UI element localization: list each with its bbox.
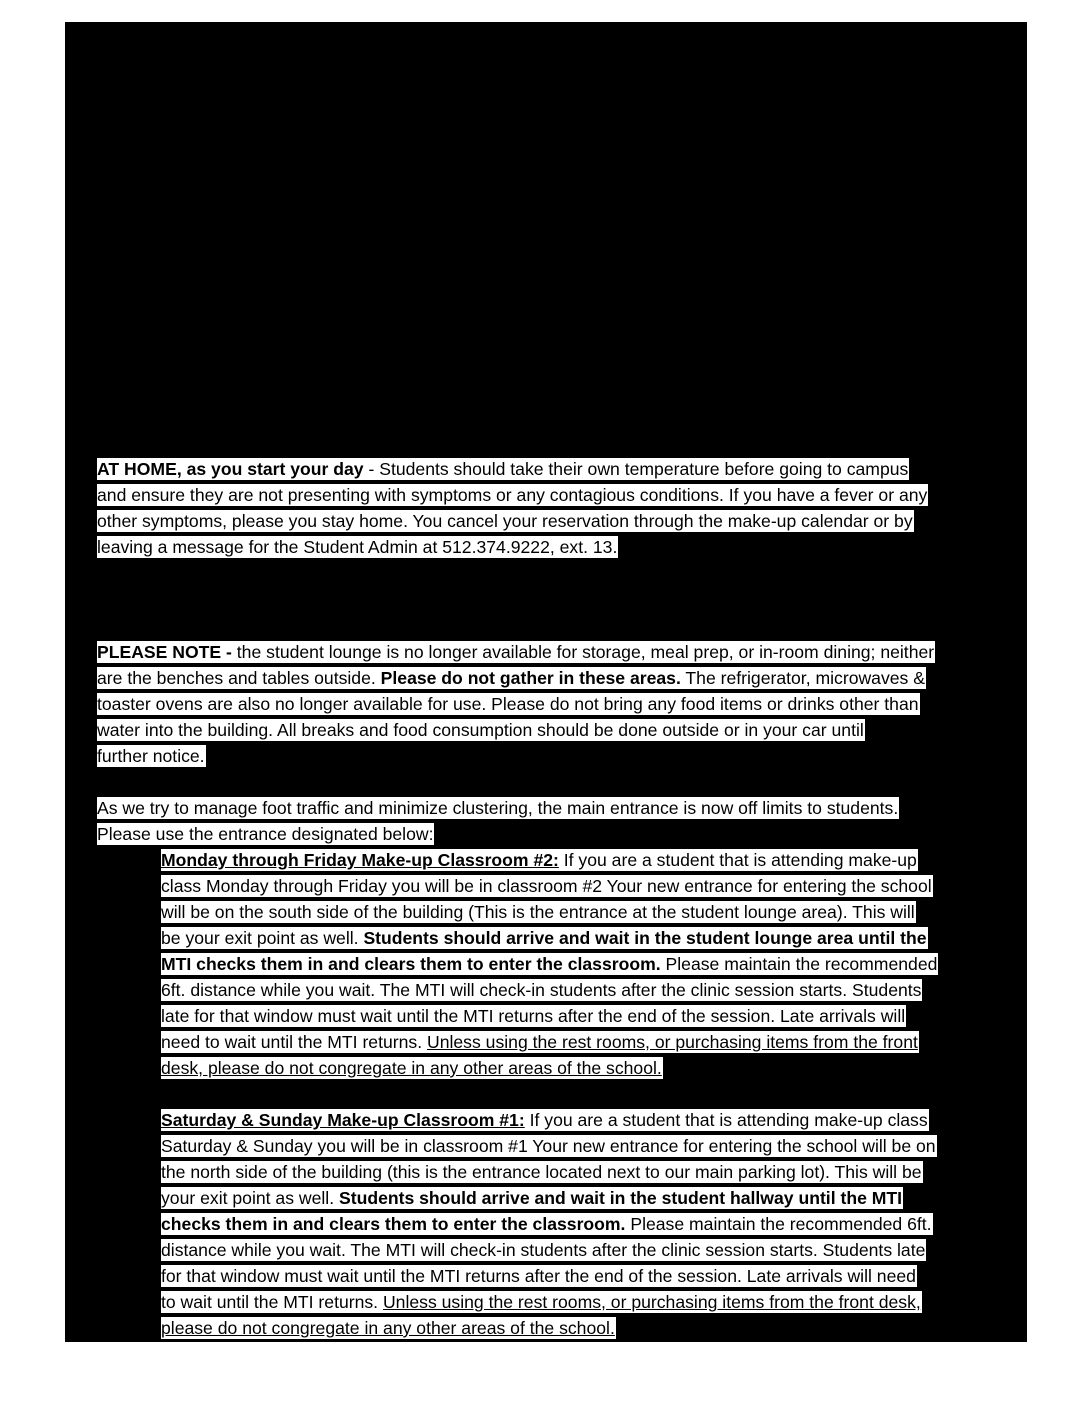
note-text: The refrigerator, microwaves & xyxy=(680,668,925,688)
weekday-text: need to wait until the MTI returns. xyxy=(161,1032,427,1052)
weekend-text: to wait until the MTI returns. xyxy=(161,1292,383,1312)
entrance-line-2: Please use the entrance designated below: xyxy=(97,824,434,844)
note-line-2 xyxy=(97,667,926,689)
weekday-line-9 xyxy=(161,1057,663,1079)
weekday-line-3: will be on the south side of the building (This is the entrance at the student lounge area). This will xyxy=(161,902,915,922)
note-line-4: water into the building. All breaks and food consumption should be done outside or in your car until xyxy=(97,720,864,740)
weekend-bold: checks them in and clears them to enter the classroom. xyxy=(161,1214,626,1234)
weekday-heading: Monday through Friday Make-up Classroom #2: xyxy=(161,850,559,870)
weekend-line-3: the north side of the building (this is the entrance located next to our main parking lot). This will be xyxy=(161,1162,922,1182)
weekend-line-5 xyxy=(161,1213,933,1235)
at-home-text: - Students should take their own temperature before going to campus xyxy=(363,459,909,479)
weekday-line-7: late for that window must wait until the MTI returns after the end of the session. Late arrivals will xyxy=(161,1006,906,1026)
weekday-underline: Unless using the rest rooms, or purchasing items from the front xyxy=(427,1032,918,1052)
weekday-line-6: 6ft. distance while you wait. The MTI will check-in students after the clinic session starts. Students xyxy=(161,980,922,1000)
weekday-bold: MTI checks them in and clears them to enter the classroom. xyxy=(161,954,661,974)
weekend-line-9 xyxy=(161,1317,616,1339)
weekday-text: Please maintain the recommended xyxy=(660,954,938,974)
weekday-bold: Students should arrive and wait in the student lounge area until the xyxy=(363,928,927,948)
weekend-text: If you are a student that is attending make-up class xyxy=(524,1110,928,1130)
weekend-line-2: Saturday & Sunday you will be in classroom #1 Your new entrance for entering the school will be on xyxy=(161,1136,936,1156)
weekend-underline: please do not congregate in any other areas of the school. xyxy=(161,1318,615,1338)
at-home-line-4: leaving a message for the Student Admin at 512.374.9222, ext. 13. xyxy=(97,537,618,557)
weekend-line-1 xyxy=(161,1109,929,1131)
weekend-line-6: distance while you wait. The MTI will check-in students after the clinic session starts. Students late xyxy=(161,1240,926,1260)
at-home-line-1 xyxy=(97,458,909,480)
weekday-line-1 xyxy=(161,849,918,871)
note-line-3: toaster ovens are also no longer available for use. Please do not bring any food items or drinks other than xyxy=(97,694,919,714)
weekday-line-2: class Monday through Friday you will be in classroom #2 Your new entrance for entering the school xyxy=(161,876,932,896)
at-home-line-2: and ensure they are not presenting with symptoms or any contagious conditions. If you have a fever or any xyxy=(97,485,928,505)
note-line-5: further notice. xyxy=(97,746,205,766)
weekday-line-8 xyxy=(161,1031,919,1053)
weekend-text: Please maintain the recommended 6ft. xyxy=(625,1214,932,1234)
weekend-line-8 xyxy=(161,1291,922,1313)
note-heading: PLEASE NOTE - xyxy=(97,642,237,662)
note-text: are the benches and tables outside. xyxy=(97,668,381,688)
entrance-line-1: As we try to manage foot traffic and minimize clustering, the main entrance is now off limits to students. xyxy=(97,798,899,818)
weekend-underline: Unless using the rest rooms, or purchasing items from the front desk, xyxy=(382,1292,921,1312)
at-home-heading: AT HOME, as you start your day xyxy=(97,459,364,479)
at-home-line-3: other symptoms, please you stay home. You cancel your reservation through the make-up calendar or by xyxy=(97,511,913,531)
weekday-text: be your exit point as well. xyxy=(161,928,364,948)
weekday-text: If you are a student that is attending make-up xyxy=(558,850,917,870)
weekday-underline: desk, please do not congregate in any other areas of the school. xyxy=(161,1058,662,1078)
note-text: the student lounge is no longer available for storage, meal prep, or in-room dining; neither xyxy=(236,642,935,662)
note-bold: Please do not gather in these areas. xyxy=(380,668,681,688)
weekday-line-4 xyxy=(161,927,928,949)
note-line-1 xyxy=(97,641,935,663)
weekend-line-4 xyxy=(161,1187,903,1209)
weekend-line-7: for that window must wait until the MTI returns after the end of the session. Late arrivals will need xyxy=(161,1266,916,1286)
weekend-bold: Students should arrive and wait in the student hallway until the MTI xyxy=(338,1188,903,1208)
weekend-text: your exit point as well. xyxy=(161,1188,339,1208)
weekday-line-5 xyxy=(161,953,938,975)
weekend-heading: Saturday & Sunday Make-up Classroom #1: xyxy=(161,1110,525,1130)
